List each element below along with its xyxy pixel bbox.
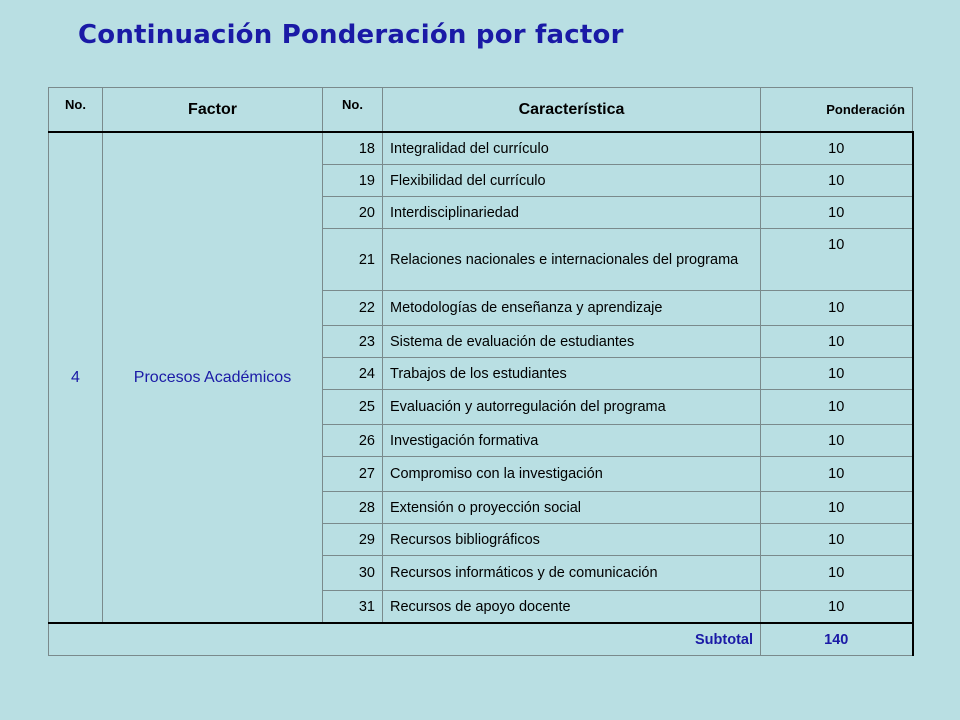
row-no: 29 [323, 524, 383, 556]
row-ponderacion: 10 [761, 229, 913, 291]
row-ponderacion: 10 [761, 390, 913, 425]
row-ponderacion: 10 [761, 197, 913, 229]
table-row [49, 132, 913, 165]
row-ponderacion: 10 [761, 524, 913, 556]
row-caracteristica: Extensión o proyección social [383, 492, 761, 524]
ponderacion-table [48, 87, 914, 656]
row-ponderacion: 10 [761, 425, 913, 457]
page-title: Continuación Ponderación por factor [78, 20, 624, 50]
row-caracteristica: Interdisciplinariedad [383, 197, 761, 229]
row-caracteristica: Recursos bibliográficos [383, 524, 761, 556]
row-ponderacion: 10 [761, 291, 913, 326]
header-ponderacion: Ponderación [761, 88, 913, 133]
row-ponderacion: 10 [761, 591, 913, 624]
row-no: 28 [323, 492, 383, 524]
table-header-row [49, 88, 913, 133]
row-caracteristica: Integralidad del currículo [383, 132, 761, 165]
row-caracteristica: Evaluación y autorregulación del programa [383, 390, 761, 425]
factor-number: 4 [49, 132, 103, 623]
row-ponderacion: 10 [761, 132, 913, 165]
subtotal-value: 140 [761, 623, 913, 656]
row-no: 22 [323, 291, 383, 326]
row-ponderacion: 10 [761, 326, 913, 358]
row-caracteristica: Sistema de evaluación de estudiantes [383, 326, 761, 358]
row-no: 26 [323, 425, 383, 457]
header-factor: Factor [103, 88, 323, 133]
row-caracteristica: Flexibilidad del currículo [383, 165, 761, 197]
row-no: 23 [323, 326, 383, 358]
row-no: 21 [323, 229, 383, 291]
row-ponderacion: 10 [761, 165, 913, 197]
row-no: 20 [323, 197, 383, 229]
header-caracteristica: Característica [383, 88, 761, 133]
row-no: 24 [323, 358, 383, 390]
row-ponderacion: 10 [761, 358, 913, 390]
row-ponderacion: 10 [761, 556, 913, 591]
row-caracteristica: Recursos informáticos y de comunicación [383, 556, 761, 591]
header-no-caracteristica: No. [323, 88, 383, 133]
row-no: 31 [323, 591, 383, 624]
row-no: 27 [323, 457, 383, 492]
row-no: 19 [323, 165, 383, 197]
row-caracteristica: Compromiso con la investigación [383, 457, 761, 492]
row-caracteristica: Recursos de apoyo docente [383, 591, 761, 624]
subtotal-row [49, 623, 913, 656]
table-body [49, 132, 913, 656]
row-caracteristica: Relaciones nacionales e internacionales del programa [383, 229, 761, 291]
subtotal-label: Subtotal [49, 623, 761, 656]
row-ponderacion: 10 [761, 457, 913, 492]
header-no: No. [49, 88, 103, 133]
row-ponderacion: 10 [761, 492, 913, 524]
row-no: 25 [323, 390, 383, 425]
factor-name: Procesos Académicos [103, 132, 323, 623]
row-no: 30 [323, 556, 383, 591]
row-caracteristica: Trabajos de los estudiantes [383, 358, 761, 390]
row-caracteristica: Investigación formativa [383, 425, 761, 457]
row-caracteristica: Metodologías de enseñanza y aprendizaje [383, 291, 761, 326]
row-no: 18 [323, 132, 383, 165]
